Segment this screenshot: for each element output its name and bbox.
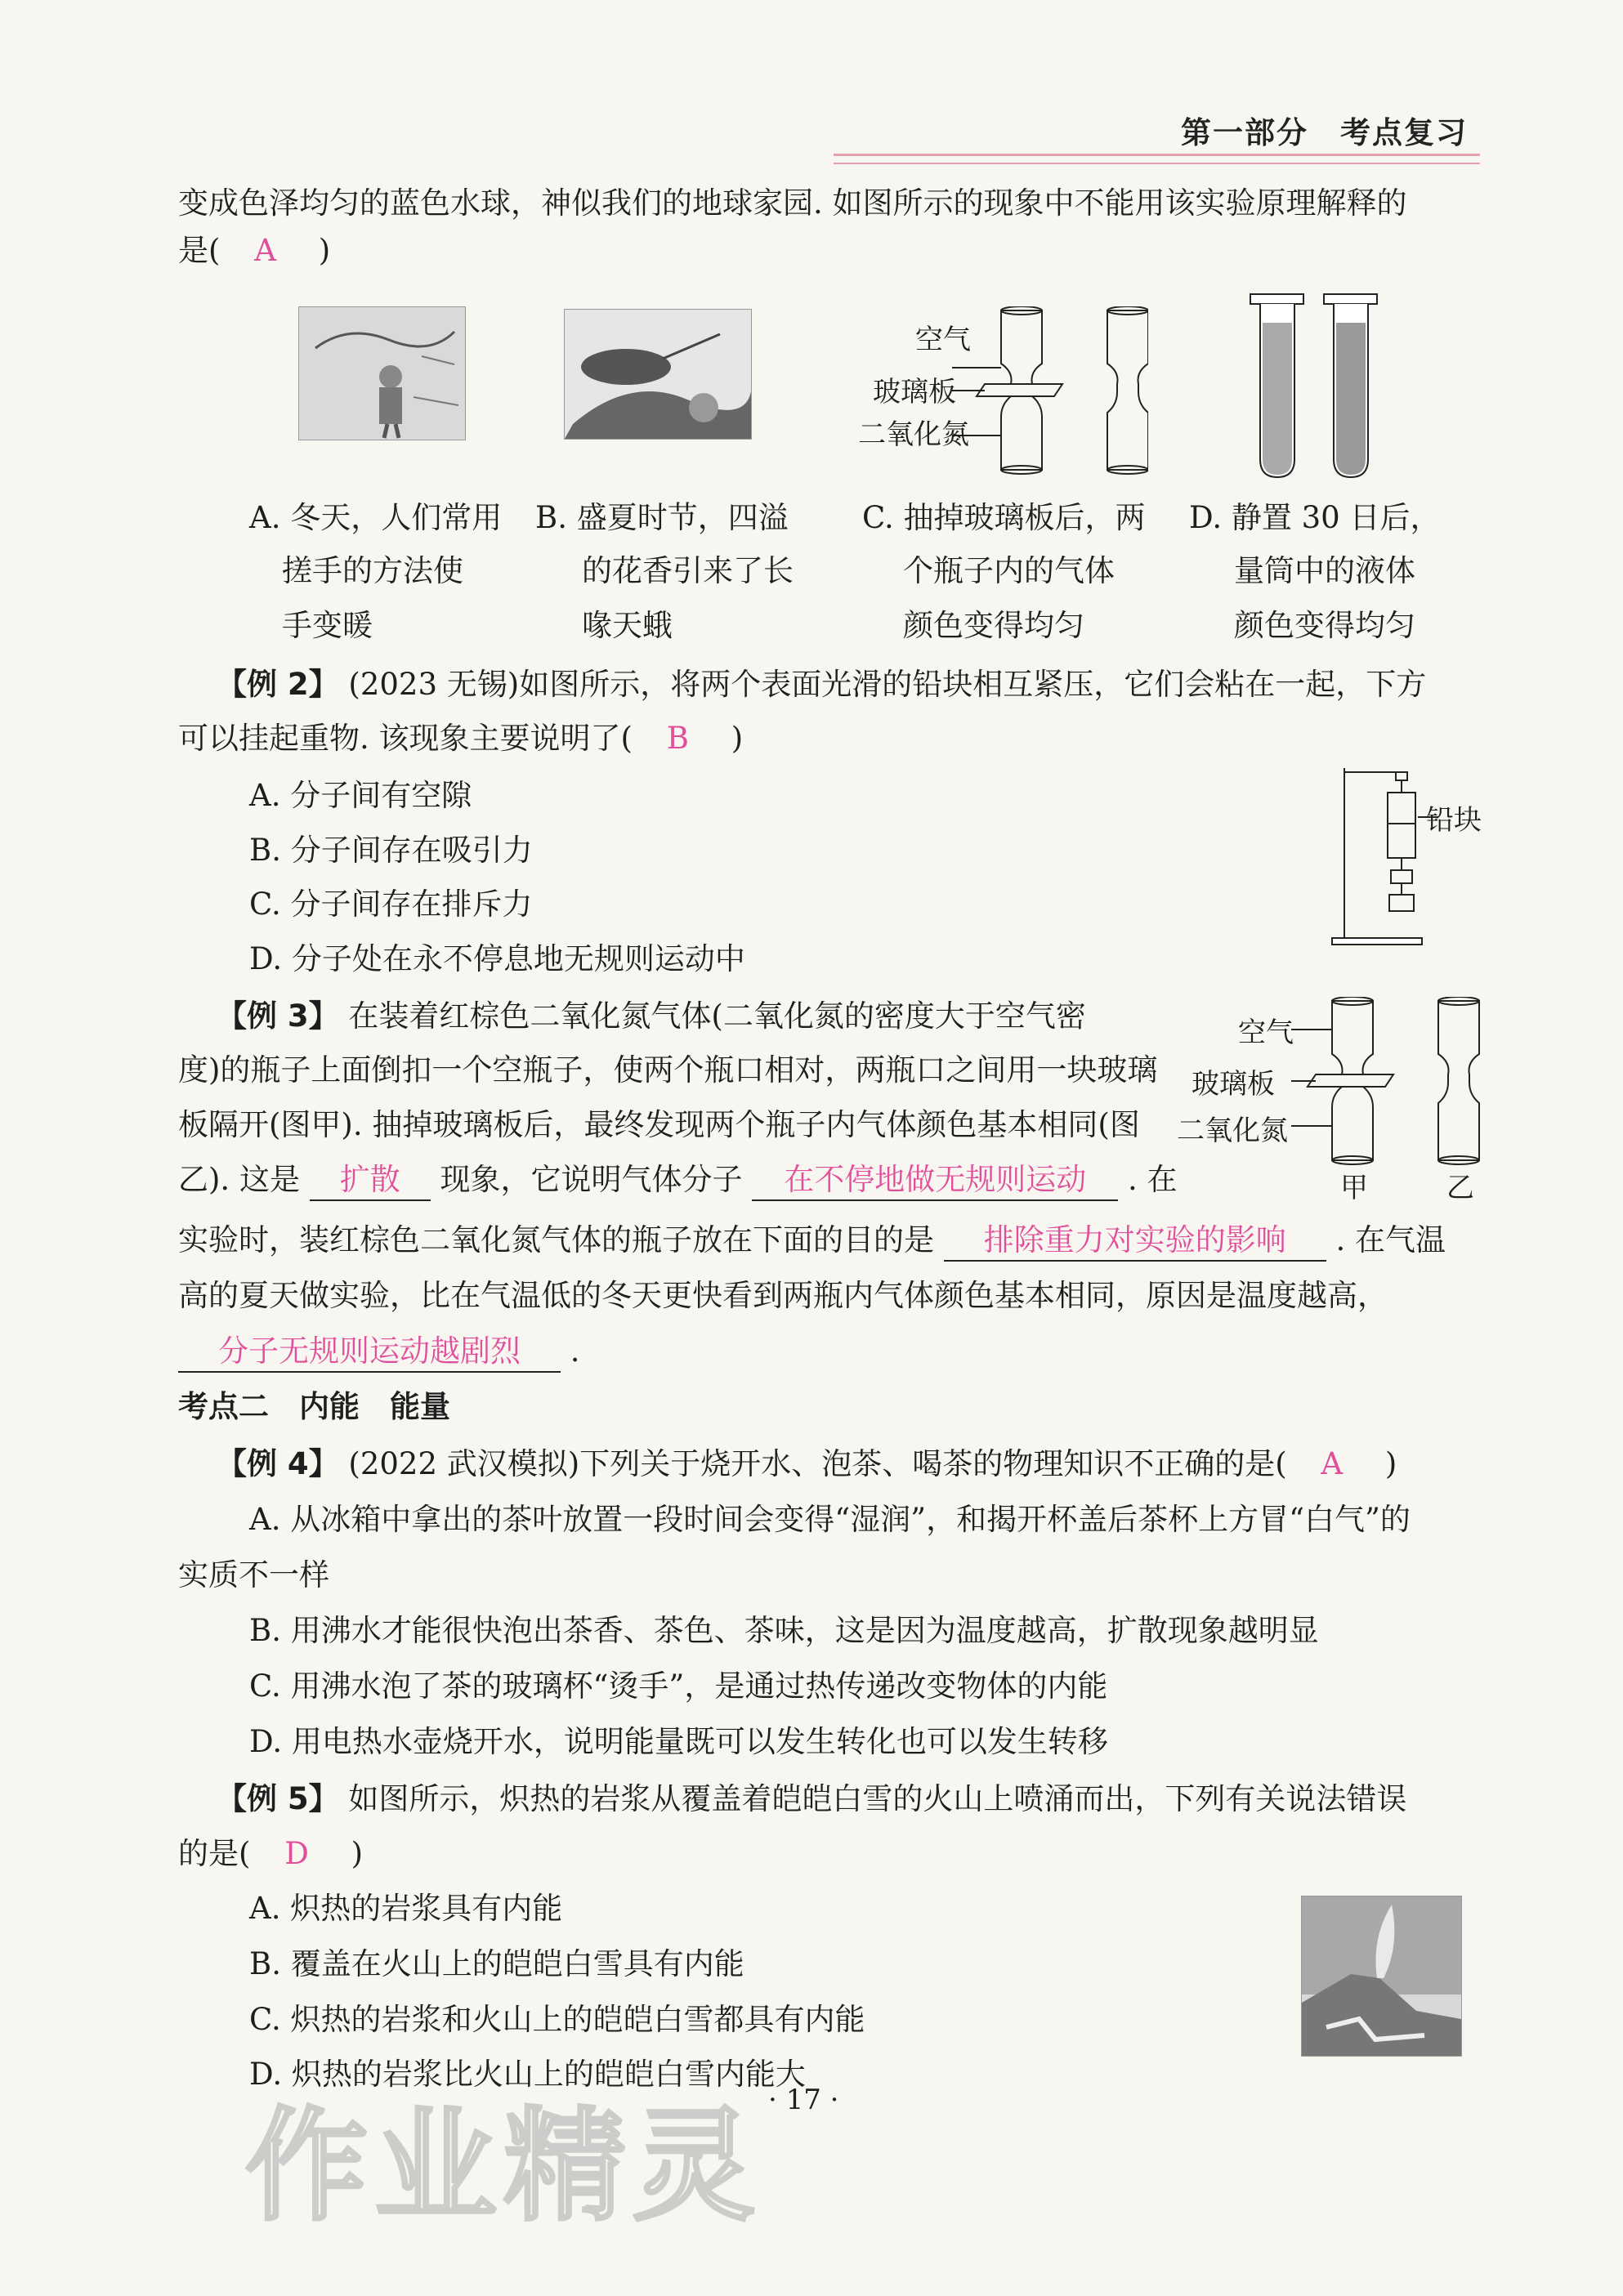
intro-prefix: 是( (178, 233, 221, 268)
ex1-option-c-2: 个瓶子内的气体 (903, 553, 1115, 588)
ex5-option-c: C. 炽热的岩浆和火山上的皑皑白雪都具有内能 (249, 2002, 865, 2037)
volcano-photo (1301, 1896, 1462, 2057)
ex1-option-a-3: 手变暖 (282, 608, 373, 643)
hawkmoth-photo (564, 309, 752, 440)
ex2-option-d: D. 分子处在永不停息地无规则运动中 (249, 941, 745, 976)
ex2-line-2 (178, 719, 743, 758)
label-yi: 乙 (1446, 1172, 1474, 1204)
intro-line-1: 变成色泽均匀的蓝色水球，神似我们的地球家园. 如图所示的现象中不能用该实验原理解释的 (178, 185, 1407, 221)
label-glass-c: 玻璃板 (873, 376, 956, 409)
intro-line-2 (178, 231, 330, 270)
header-divider (834, 154, 1480, 164)
rubbing-hands-photo (298, 306, 466, 440)
lead-blocks-stand-figure (1324, 760, 1463, 948)
ex1-option-d-2: 量筒中的液体 (1234, 553, 1415, 588)
label-air-ex3: 空气 (1238, 1016, 1294, 1049)
ex3-text-4c: . 在 (1128, 1162, 1178, 1197)
ex3-line-5 (178, 1221, 1446, 1262)
answer-ex5: D (284, 1836, 309, 1871)
lead-block-label: 铅块 (1426, 804, 1482, 837)
ex4-option-a-1: A. 从冰箱中拿出的茶叶放置一段时间会变得“湿润”，和揭开杯盖后茶杯上方冒“白气”的 (249, 1502, 1411, 1537)
ex4-suffix: ) (1384, 1446, 1397, 1481)
label-jia: 甲 (1340, 1172, 1368, 1204)
measuring-cylinders-figure-d (1242, 290, 1385, 486)
ex3-line-2: 度)的瓶子上面倒扣一个空瓶子，使两个瓶口相对，两瓶口之间用一块玻璃 (178, 1052, 1158, 1088)
intro-suffix: ) (318, 233, 331, 268)
ex2-option-b: B. 分子间存在吸引力 (249, 833, 533, 868)
volcano-illustration (1302, 1896, 1461, 2056)
ex1-option-d-3: 颜色变得均匀 (1234, 608, 1415, 643)
ex5-line-2 (178, 1834, 363, 1874)
gas-diffusion-figure-ex3 (1275, 997, 1512, 1181)
ex2-prefix: 可以挂起重物. 该现象主要说明了( (178, 721, 633, 756)
ex4-option-c: C. 用沸水泡了茶的玻璃杯“烫手”，是通过热传递改变物体的内能 (249, 1668, 1108, 1704)
ex2-option-c: C. 分子间存在排斥力 (249, 887, 533, 922)
ex3-text-4a: 乙). 这是 (178, 1162, 300, 1197)
ex1-option-b-1: B. 盛夏时节，四溢 (535, 500, 789, 535)
ex1-option-b-2: 的花香引来了长 (582, 553, 794, 588)
ex1-option-a-2: 搓手的方法使 (282, 553, 463, 588)
ex3-line-6: 高的夏天做实验，比在气温低的冬天更快看到两瓶内气体颜色基本相同，原因是温度越高， (178, 1278, 1388, 1313)
answer-ex4: A (1321, 1446, 1344, 1481)
ex1-option-a-1: A. 冬天，人们常用 (249, 500, 503, 535)
ex1-option-b-3: 喙天蛾 (582, 608, 673, 643)
page-header-title: 第一部分 考点复习 (1181, 115, 1468, 150)
label-no2-c: 二氧化氮 (858, 418, 969, 451)
ex3-text-5b: . 在气温 (1335, 1222, 1446, 1257)
label-no2-ex3: 二氧化氮 (1177, 1114, 1288, 1147)
hawkmoth-illustration (565, 310, 751, 439)
ex5-suffix: ) (351, 1836, 364, 1871)
ex5-line-1 (217, 1780, 1406, 1819)
ex2-tag: 【例 2】 (217, 667, 339, 702)
ex4-option-b: B. 用沸水才能很快泡出茶香、茶色、茶味，这是因为温度越高，扩散现象越明显 (249, 1613, 1319, 1648)
ex1-option-c-3: 颜色变得均匀 (903, 608, 1084, 643)
ex3-tag: 【例 3】 (217, 998, 339, 1034)
ex3-blank-2: 在不停地做无规则运动 (752, 1160, 1118, 1201)
ex3-text-1: 在装着红棕色二氧化氮气体(二氧化氮的密度大于空气密 (348, 998, 1086, 1034)
ex1-option-c-1: C. 抽掉玻璃板后，两 (862, 500, 1146, 535)
ex3-blank-1: 扩散 (310, 1160, 431, 1201)
ex4-option-a-2: 实质不一样 (178, 1557, 329, 1592)
ex3-line-4 (178, 1160, 1178, 1201)
ex3-text-7: . (570, 1333, 580, 1369)
ex3-text-4b: 现象，它说明气体分子 (440, 1162, 743, 1197)
ex3-text-5a: 实验时，装红棕色二氧化氮气体的瓶子放在下面的目的是 (178, 1222, 934, 1257)
ex2-line-1 (217, 665, 1426, 704)
ex4-tag: 【例 4】 (217, 1446, 339, 1481)
rubbing-hands-illustration (299, 307, 465, 440)
ex2-suffix: ) (731, 721, 744, 756)
ex3-line-3: 板隔开(图甲). 抽掉玻璃板后，最终发现两个瓶子内气体颜色基本相同(图 (178, 1107, 1140, 1142)
ex5-text-1: 如图所示，炽热的岩浆从覆盖着皑皑白雪的火山上喷涌而出，下列有关说法错误 (348, 1781, 1407, 1816)
ex5-option-a: A. 炽热的岩浆具有内能 (249, 1891, 563, 1926)
ex5-option-b: B. 覆盖在火山上的皑皑白雪具有内能 (249, 1946, 744, 1981)
ex1-option-d-1: D. 静置 30 日后， (1189, 500, 1441, 535)
label-air-c: 空气 (915, 324, 971, 356)
ex4-line-1 (217, 1445, 1397, 1484)
ex2-text-1: (2023 无锡)如图所示，将两个表面光滑的铅块相互紧压，它们会粘在一起，下方 (348, 667, 1427, 702)
page-number: · 17 · (768, 2084, 839, 2116)
ex3-blank-3: 排除重力对实验的影响 (944, 1221, 1326, 1262)
ex3-line-7 (178, 1332, 580, 1373)
ex5-tag: 【例 5】 (217, 1781, 339, 1816)
answer-ex1: A (254, 233, 276, 268)
ex5-prefix: 的是( (178, 1836, 251, 1871)
ex3-line-1 (217, 997, 1086, 1036)
section-2-title: 考点二 内能 能量 (178, 1389, 450, 1424)
ex5-option-d: D. 炽热的岩浆比火山上的皑皑白雪内能大 (249, 2057, 806, 2092)
ex4-option-d: D. 用电热水壶烧开水，说明能量既可以发生转化也可以发生转移 (249, 1724, 1108, 1759)
watermark: 作业精灵 (245, 2096, 762, 2238)
ex4-prefix: (2022 武汉模拟)下列关于烧开水、泡茶、喝茶的物理知识不正确的是( (348, 1446, 1287, 1481)
ex2-option-a: A. 分子间有空隙 (249, 778, 472, 813)
label-glass-ex3: 玻璃板 (1192, 1068, 1275, 1101)
ex3-blank-4: 分子无规则运动越剧烈 (178, 1332, 561, 1373)
answer-ex2: B (666, 721, 689, 756)
